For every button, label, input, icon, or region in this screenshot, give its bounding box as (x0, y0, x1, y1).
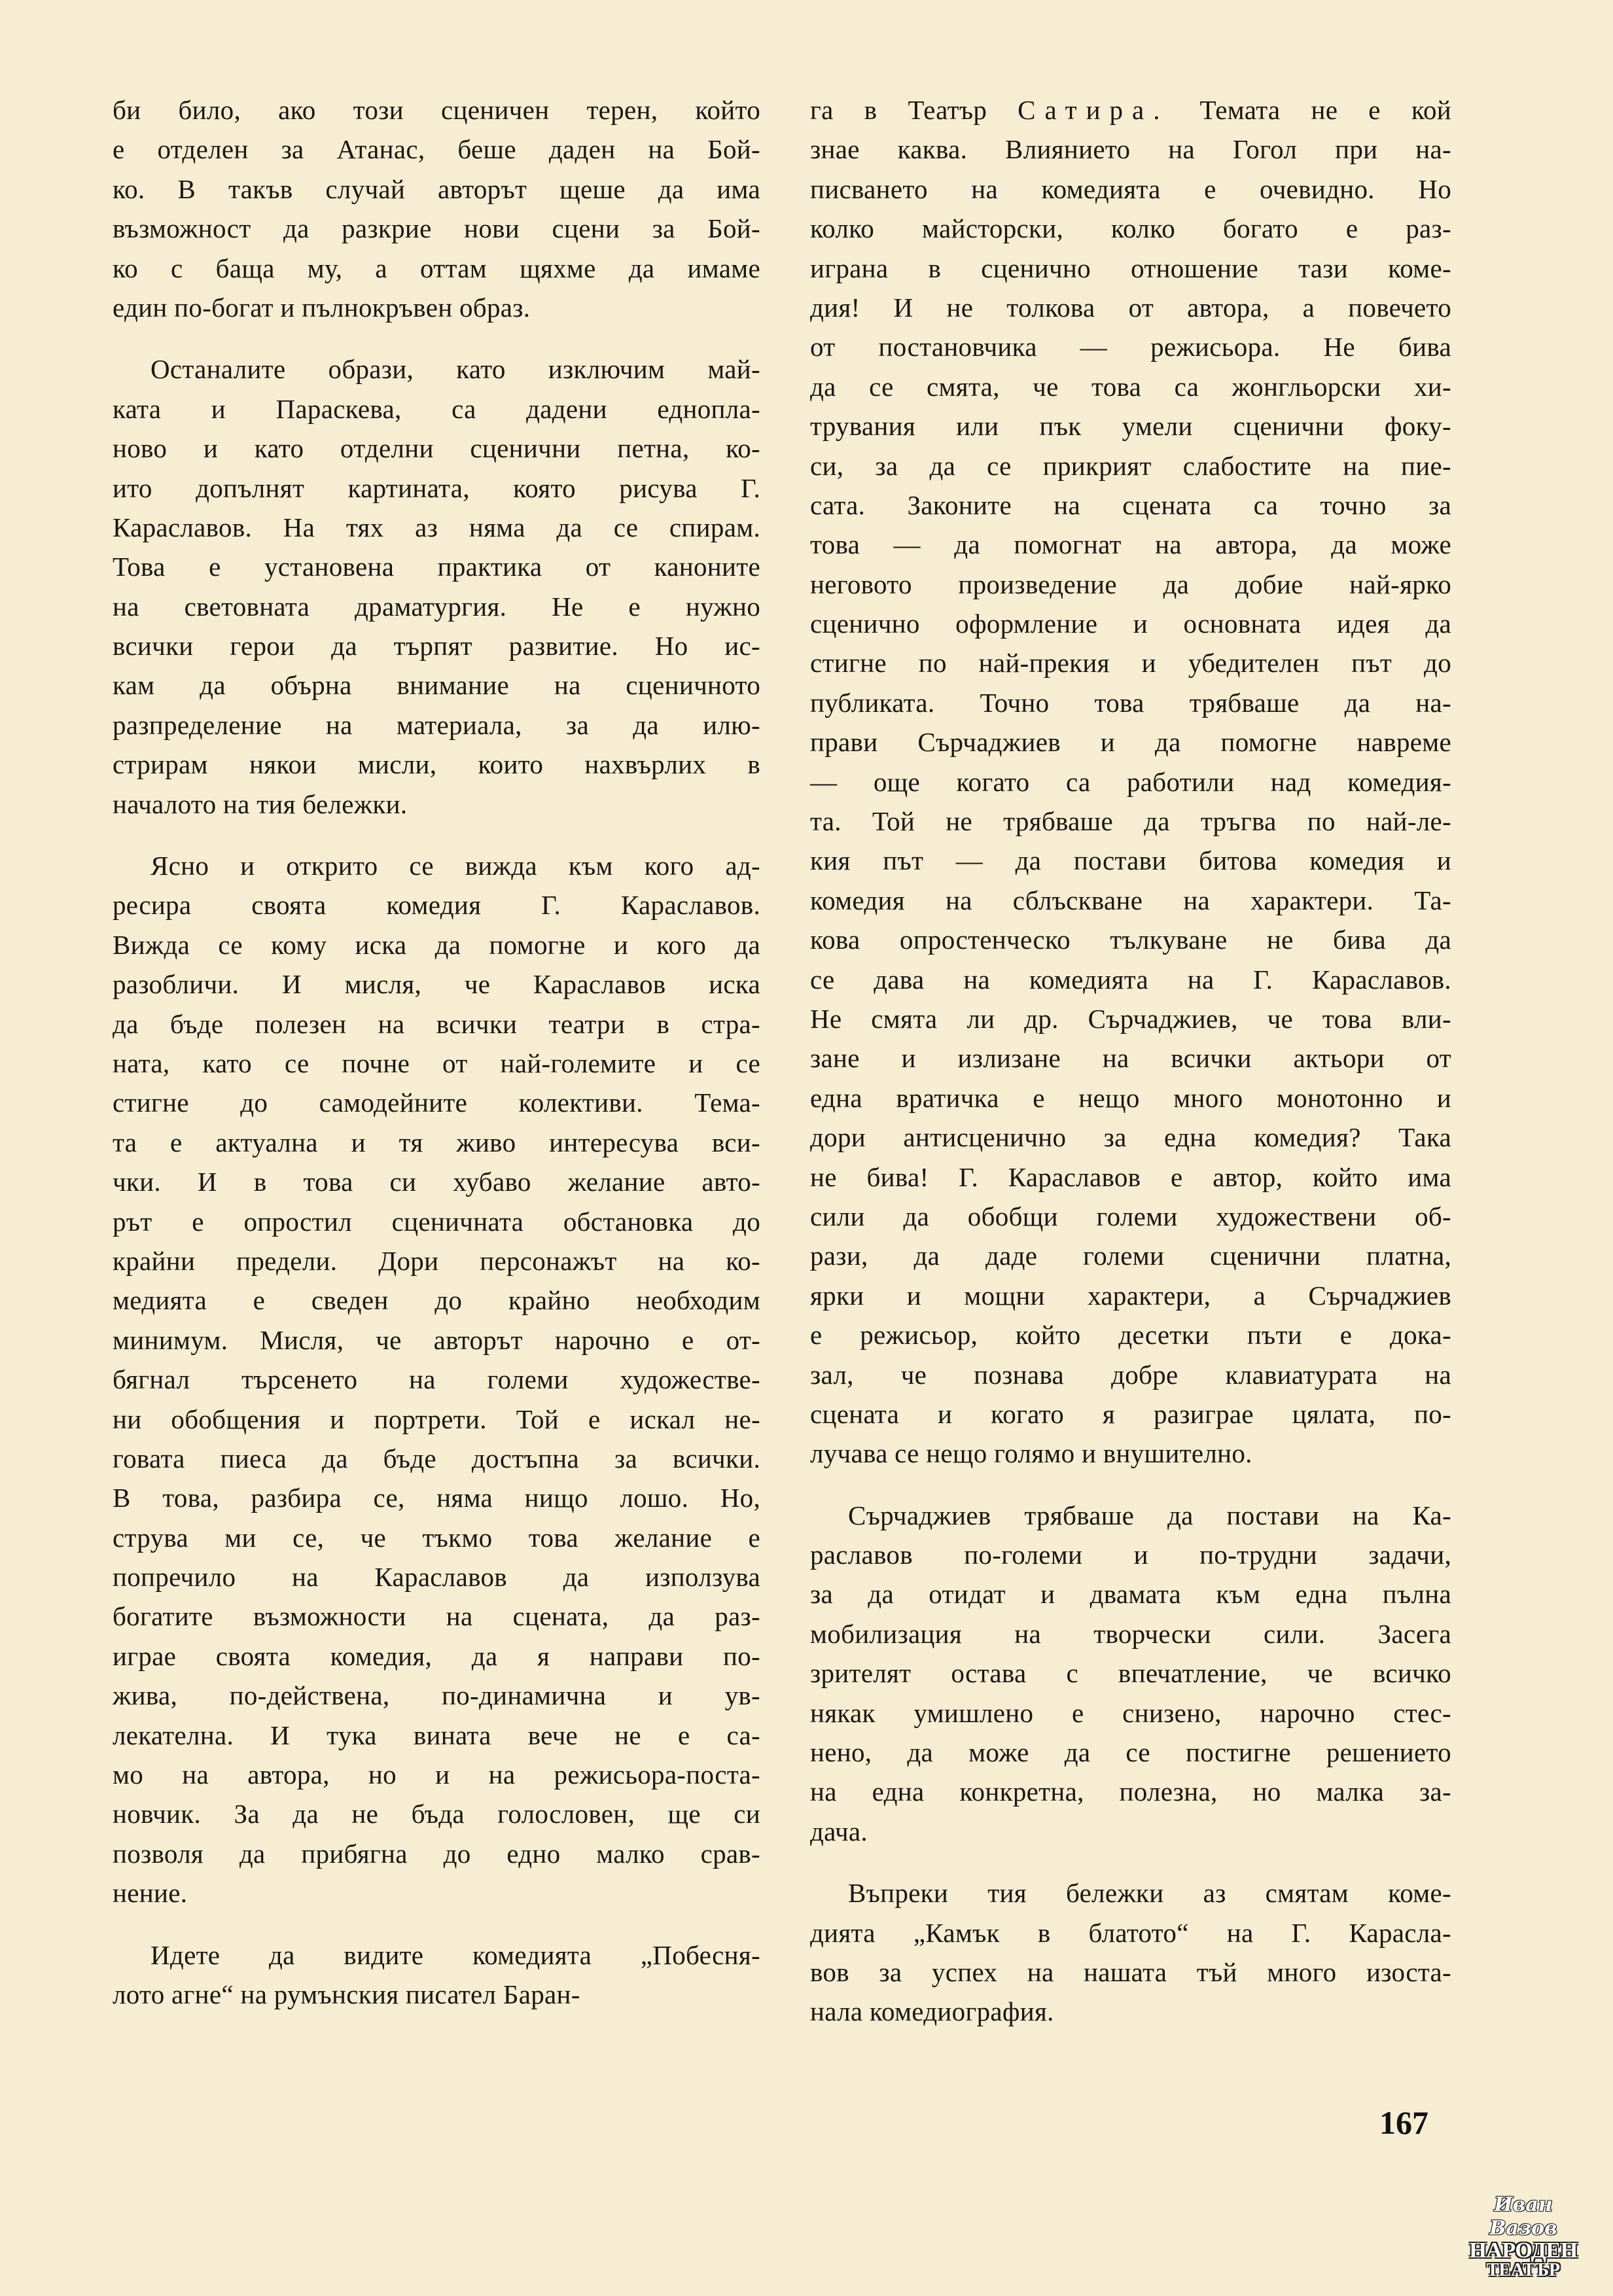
text-line: знае каква. Влиянието на Гогол при на- (810, 134, 1451, 165)
text-line: възможност да разкрие нови сцени за Бой- (113, 213, 760, 244)
text-line: медията е сведен до крайно необходим (113, 1285, 760, 1316)
text-line: Караславов. На тях аз няма да се спирам. (113, 512, 760, 542)
text-line: Идете да видите комедията „Побесня- (151, 1939, 760, 1970)
text-line: мобилизация на творчески сили. Засега (810, 1618, 1451, 1649)
text-line: попречило на Караславов да използува (113, 1562, 760, 1593)
text-line: разпределение на материала, за да илю- (113, 709, 760, 740)
text-line: Вижда се кому иска да помогне и кого да (113, 929, 760, 960)
paragraph (810, 130, 1451, 1473)
text-line: се дава на комедията на Г. Караславов. (810, 964, 1451, 995)
text-line: ко. В такъв случай авторът щеше да има (113, 173, 760, 204)
text-line: Въпреки тия бележки аз смятам коме- (848, 1878, 1451, 1909)
text-line: ресира своята комедия Г. Караславов. (113, 890, 760, 921)
text-line: за да отидат и двамата към една пълна (810, 1579, 1451, 1610)
text-line: си, за да се прикрият слабостите на пие- (810, 450, 1451, 481)
page-number: 167 (1379, 2104, 1428, 2141)
text-line: началото на тия бележки. (113, 788, 408, 819)
text-line: прави Сърчаджиев и да помогне навреме (810, 727, 1451, 758)
text-line: неговото произведение да добие най-ярко (810, 569, 1451, 599)
text-line: лото агне“ на румънския писател Баран- (113, 1979, 580, 2009)
text-line: трувания или пък умели сценични фоку- (810, 411, 1451, 442)
text-line: на световната драматургия. Не е нужно (113, 591, 760, 622)
paragraph-gap (810, 1851, 1451, 1873)
text-line: — още когато са работили над комедия- (810, 766, 1451, 797)
text-line: чки. И в това си хубаво желание авто- (113, 1167, 760, 1197)
text-line: от постановчика — режисьора. Не бива (810, 332, 1451, 362)
text-line: крайни предели. Дори персонажът на ко- (113, 1245, 760, 1276)
text-line: Сърчаджиев трябваше да постави на Ка- (848, 1500, 1451, 1530)
text-line: писването на комедията е очевидно. Но (810, 173, 1451, 204)
text-line: лучава се нещо голямо и внушително. (810, 1438, 1252, 1469)
text-line: да бъде полезен на всички театри в стра- (113, 1008, 760, 1039)
text-line: Не смята ли др. Сърчаджиев, че това вли- (810, 1003, 1451, 1034)
national-theatre-logo (1468, 2193, 1579, 2280)
text-line: нение. (113, 1878, 188, 1909)
paragraph-gap (113, 327, 760, 349)
text-line: вов за успех на нашата тъй много изоста- (810, 1956, 1451, 1987)
text-line: колко майсторски, колко богато е раз- (810, 213, 1451, 244)
text-line: комедия на сблъскване на характери. Та- (810, 885, 1451, 915)
text-line: рът е опростил сценичната обстановка до (113, 1206, 760, 1237)
paragraph (113, 1935, 760, 2015)
text-line: сцената и когато я разиграе цялата, по- (810, 1398, 1451, 1429)
text-line: дията „Камък в блатото“ на Г. Карасла- (810, 1917, 1451, 1948)
text-fragment: га в Театър (810, 95, 1018, 125)
text-line: богатите възможности на сцената, да раз- (113, 1601, 760, 1632)
text-line: мо на автора, но и на режисьора-поста- (113, 1759, 760, 1790)
text-line: та е актуална и тя живо интересува вси- (113, 1127, 760, 1157)
text-line: жива, по-действена, по-динамична и ув- (113, 1680, 760, 1711)
text-line: играе своята комедия, да я направи по- (113, 1640, 760, 1671)
text-line: разобличи. И мисля, че Караславов иска (113, 969, 760, 1000)
text-line: играна в сценично отношение тази коме- (810, 253, 1451, 283)
logo-signature: Иван Вазов (1489, 2193, 1557, 2240)
text-line: В това, разбира се, няма нищо лошо. Но, (113, 1483, 760, 1513)
text-line: би било, ако този сценичен терен, който (113, 95, 760, 125)
text-line: е режисьор, който десетки пъти е дока- (810, 1320, 1451, 1351)
text-line: лекателна. И тука вината вече не е са- (113, 1720, 760, 1750)
text-fragment: Темата не е кой (1169, 95, 1451, 125)
text-line: дача. (810, 1816, 868, 1846)
text-line: кия път — да постави битова комедия и (810, 845, 1451, 876)
spaced-theatre-name: Сатира. (1018, 95, 1169, 125)
text-line: стигне до самодейните колективи. Тема- (113, 1087, 760, 1118)
text-line: Това е установена практика от каноните (113, 552, 760, 582)
paragraph-gap (113, 1913, 760, 1935)
text-line: някак умишлено е снизено, нарочно стес- (810, 1697, 1451, 1728)
text-line: зане и излизане на всички актьори от (810, 1043, 1451, 1074)
text-line: една вратичка е нещо много монотонно и (810, 1082, 1451, 1113)
text-line: публиката. Точно това трябваше да на- (810, 687, 1451, 718)
text-line: зал, че познава добре клавиатурата на (810, 1359, 1451, 1390)
text-line: позволя да прибягна до едно малко срав- (113, 1838, 760, 1869)
paragraph (113, 846, 760, 1913)
text-line: новчик. За да не бъда голословен, ще си (113, 1799, 760, 1829)
text-line: сценично оформление и основната идея да (810, 609, 1451, 639)
text-line: всички герои да търпят развитие. Но ис- (113, 631, 760, 662)
text-line: Ясно и открито се вижда към кого ад- (151, 851, 760, 881)
text-line: ната, като се почне от най-големите и се (113, 1048, 760, 1078)
text-line: не бива! Г. Караславов е автор, който има (810, 1161, 1451, 1192)
text-line: на една конкретна, полезна, но малка за- (810, 1776, 1451, 1807)
text-line: раславов по-големи и по-трудни задачи, (810, 1540, 1451, 1570)
left-text-column (113, 90, 760, 2014)
text-line: дия! И не толкова от автора, а повечето (810, 292, 1451, 323)
text-line: говата пиеса да бъде достъпна за всички. (113, 1443, 760, 1474)
text-line: ко с баща му, а оттам щяхме да имаме (113, 253, 760, 283)
text-line: зрителят остава с впечатление, че всичко (810, 1658, 1451, 1689)
paragraph (113, 349, 760, 824)
paragraph-gap (113, 824, 760, 846)
text-line: ярки и мощни характери, а Сърчаджиев (810, 1280, 1451, 1311)
right-text-column (810, 90, 1451, 2032)
text-line: ито допълнят картината, която рисува Г. (113, 472, 760, 503)
text-line: стигне по най-прекия и убедителен път до (810, 648, 1451, 679)
logo-line-2: ТЕАТЪР (1486, 2260, 1561, 2280)
text-line: ново и като отделни сценични петна, ко- (113, 433, 760, 464)
text-line: рази, да даде големи сценични платна, (810, 1241, 1451, 1271)
text-line: сили да обобщи големи художествени об- (810, 1201, 1451, 1231)
logo-line-1: НАРОДЕН (1469, 2238, 1578, 2263)
text-line: минимум. Мисля, че авторът нарочно е от- (113, 1324, 760, 1355)
text-line: кам да обърна внимание на сценичното (113, 670, 760, 701)
text-line: бягнал търсенето на големи художестве- (113, 1364, 760, 1395)
text-line: струва ми се, че тъкмо това желание е (113, 1522, 760, 1553)
text-line: ката и Параскева, са дадени еднопла- (113, 393, 760, 424)
text-line: да се смята, че това са жонгльорски хи- (810, 371, 1451, 402)
text-line: нено, да може да се постигне решението (810, 1737, 1451, 1768)
text-line (810, 90, 1451, 130)
paragraph-gap (810, 1474, 1451, 1496)
text-line: стрирам някои мисли, които нахвърлих в (113, 749, 760, 780)
text-line: нала комедиография. (810, 1996, 1054, 2027)
text-line: ни обобщения и портрети. Той е искал не- (113, 1404, 760, 1434)
text-line: та. Той не трябваше да тръгва по най-ле- (810, 806, 1451, 837)
text-line: сата. Законите на сцената са точно за (810, 489, 1451, 520)
paragraph (810, 1496, 1451, 1852)
text-line: е отделен за Атанас, беше даден на Бой- (113, 134, 760, 165)
text-line: Останалите образи, като изключим май- (151, 354, 760, 385)
text-line: кова опростенческо тълкуване не бива да (810, 925, 1451, 955)
text-line: един по-богат и пълнокръвен образ. (113, 292, 531, 323)
paragraph (810, 1873, 1451, 2032)
text-line: дори антисценично за една комедия? Така (810, 1122, 1451, 1153)
paragraph (113, 90, 760, 327)
text-line: това — да помогнат на автора, да може (810, 529, 1451, 560)
